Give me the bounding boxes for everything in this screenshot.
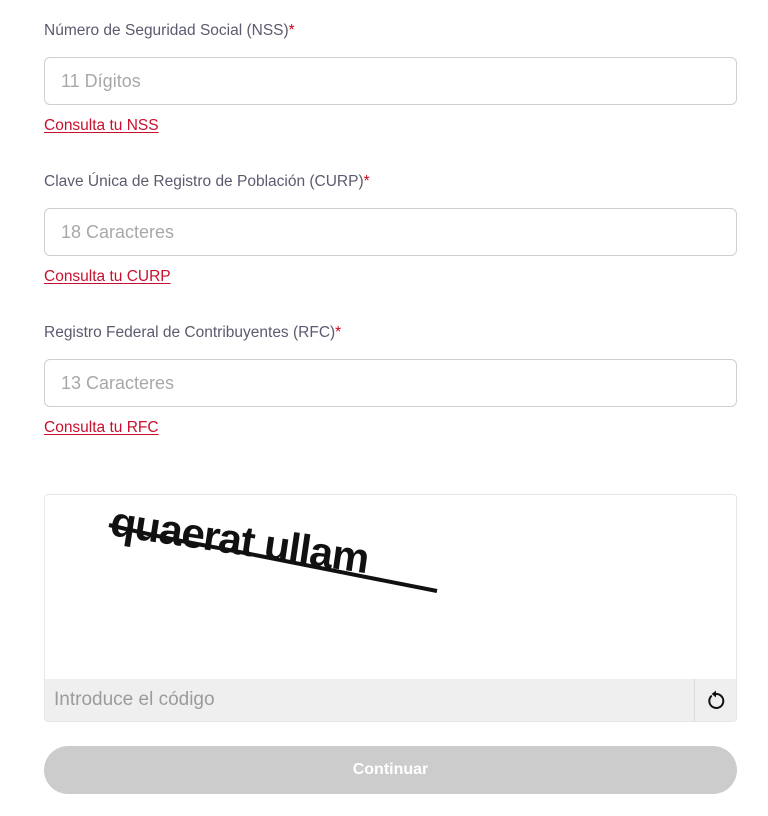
rfc-label: Registro Federal de Contribuyentes (RFC)* <box>44 324 342 341</box>
curp-input[interactable] <box>44 208 737 256</box>
required-mark: * <box>288 22 295 39</box>
captcha-code-input[interactable] <box>45 679 695 721</box>
curp-label: Clave Única de Registro de Población (CURP)* <box>44 173 370 190</box>
required-mark: * <box>363 173 370 190</box>
captcha-image <box>45 495 736 679</box>
captcha-box <box>44 494 737 722</box>
required-mark: * <box>335 324 342 341</box>
consulta-rfc-link[interactable]: Consulta tu RFC <box>44 419 159 436</box>
consulta-nss-link[interactable]: Consulta tu NSS <box>44 117 159 134</box>
rfc-input[interactable] <box>44 359 737 407</box>
nss-label: Número de Seguridad Social (NSS)* <box>44 22 295 39</box>
captcha-refresh-button[interactable] <box>694 679 736 721</box>
captcha-text: quaerat ullam <box>107 497 372 583</box>
captcha-input-row <box>45 679 736 721</box>
consulta-curp-link[interactable]: Consulta tu CURP <box>44 268 171 285</box>
continue-button[interactable]: Continuar <box>44 746 737 794</box>
nss-input[interactable] <box>44 57 737 105</box>
refresh-icon <box>704 688 728 712</box>
